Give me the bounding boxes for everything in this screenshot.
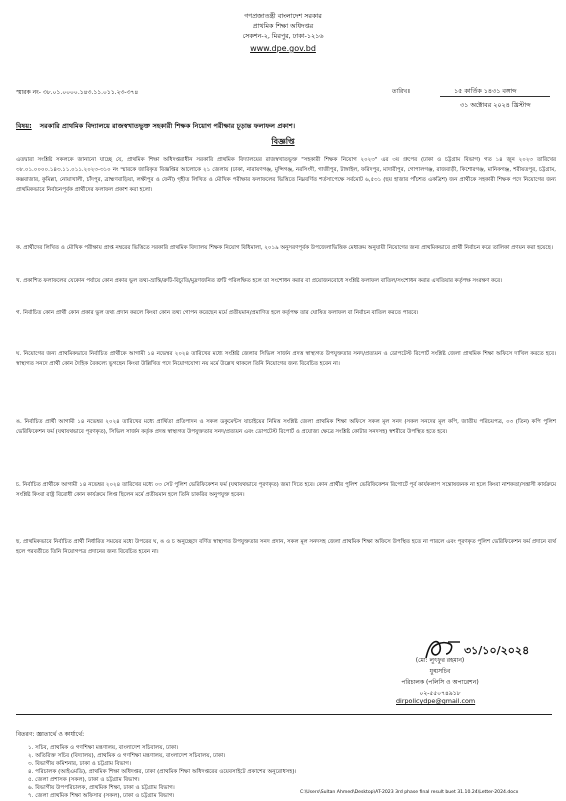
distribution-item: ৭. জেলা প্রাথমিক শিক্ষা অফিসার (সকল), ঢাকা ও চট্টগ্রাম বিভাগ।	[28, 793, 175, 799]
memo-number: স্মারক নং- ৩৮.০১.০০০০.১৪৩.১১.০১১.২৩-৩৭৪	[16, 89, 139, 96]
office-address: সেকশন-২, মিরপুর, ঢাকা-১২১৬	[242, 32, 324, 40]
condition-ga: গ. নির্বাচিত কোন প্রার্থী কোন প্রকার ভুল তথ্য প্রদান করলে কিংবা কোন তথ্য গোপন করেছেন মর্মে প্রতীয়মান/প্রমাণিত হলে কর্তৃপক্ষ তার ঘোষিত ফলাফল বা নির্বাচন বাতিল করতে পারবে।	[16, 310, 419, 316]
distribution-item: ৪. পরিচালক (আইএমডি), প্রাথমিক শিক্ষা অধিদপ্তর, ঢাকা (প্রাথমিক শিক্ষা অধিদপ্তরের ওয়েবসাইটে প্রকাশের অনুরোধসহ)।	[28, 769, 297, 775]
condition-cha: চ. নির্বাচিত প্রার্থীকে আগামী ১৪ নভেম্বর ২০২৪ তারিখের মধ্যে ০৩ সেট পুলিশ ভেরিফিকেশন ফর্ম (যথাযথভাবে পূরণকৃত) জমা দিতে হবে। কোন প্রার্থীর পুলিশ ভেরিফিকেশন রিপোর্টে পূর্ব কার্যকলাপ সন্তোষজনক না হলে কিংবা নাশকতা/সন্ত্রাসী কার্যক্রমে সংশ্লিষ্ট কিংবা রাষ্ট্র বিরোধী কোন কার্যক্রমে লিপ্ত ছিলেন মর্মে প্রতীয়মান হলে তিনি চাকরির অনুপযুক্ত হবেন।	[16, 482, 556, 498]
signatory-designation: পরিচালক (পলিসি ও অপারেশন)	[401, 679, 479, 686]
condition-gha: ঘ. নিয়োগের জন্য প্রাথমিকভাবে নির্বাচিত প্রার্থীকে আগামী ১৪ নভেম্বর ২০২৪ তারিখের মধ্যে সংশ্লিষ্ট জেলার সিভিল সার্জন প্রদত্ত স্বাস্থ্যগত উপযুক্ততার সনদ/প্রত্যয়ন ও ডোপটেস্ট রিপোর্ট সংশ্লিষ্ট জেলা প্রাথমিক শিক্ষা অফিসে দাখিল করতে হবে। স্বাস্থ্যগত সনদে প্রার্থী কোন দৈহিক বৈকল্যে ভুগছেন কিংবা উল্লিখিত পদে নিয়োগযোগ্য নয় মর্মে উল্লেখ থাকলে তিনি নিয়োগের জন্য বিবেচিত হবেন না।	[16, 351, 556, 367]
distribution-item: ৩. বিভাগীয় কমিশনার, ঢাকা ও চট্টগ্রাম বিভাগ।	[28, 761, 131, 767]
distribution-item: ১. সচিব, প্রাথমিক ও গণশিক্ষা মন্ত্রণালয়, বাংলাদেশ সচিবালয়, ঢাকা।	[28, 745, 179, 751]
distribution-item: ২. অতিরিক্ত সচিব (বিদ্যালয়), প্রাথমিক ও গণশিক্ষা মন্ত্রণালয়, বাংলাদেশ সচিবালয়, ঢাকা।	[28, 753, 226, 759]
signatory-block	[340, 655, 540, 699]
signature-date: ৩১/১০/২০২৪	[464, 644, 530, 657]
notice-title: বিজ্ঞপ্তি	[271, 137, 295, 146]
subject-line	[16, 120, 556, 132]
website-link[interactable]: www.dpe.gov.bd	[250, 44, 316, 53]
directorate-name: প্রাথমিক শিক্ষা অধিদপ্তর	[252, 22, 314, 30]
govt-name: গণপ্রজাতন্ত্রী বাংলাদেশ সরকার	[244, 12, 322, 20]
date-divider	[440, 96, 550, 97]
signatory-name: (মো: লুৎফুর রহমান)	[415, 657, 465, 664]
distribution-item: ৬. বিভাগীয় উপপরিচালক, প্রাথমিক শিক্ষা, ঢাকা ও চট্টগ্রাম বিভাগ।	[28, 785, 175, 791]
condition-kha: খ. প্রকাশিত ফলাফলের যেকোন পর্যায়ে কোন প্রকার ভুল তথ্য-ভ্রান্তি/ক্রটি-বিচ্যুতি/মুদ্রণজনিত ত্রুটি পরিলক্ষিত হলে তা সংশোধন করার বা প্রয়োজনবোধে সংশ্লিষ্ট ফলাফল বাতিল/সংশোধন করার এখতিয়ার কর্তৃপক্ষ সংরক্ষণ করে।	[16, 278, 503, 284]
signatory-email[interactable]: dirpolicydpe@gmail.com	[396, 697, 476, 705]
file-path-footer: C:\Users\Sultan Ahmed\Desktop\AT-2023 3rd phase final result buet 31.10.24\Letter-2024.docx	[300, 790, 519, 795]
condition-ka: ক. প্রার্থীদের লিখিত ও মৌখিক পরীক্ষায় প্রাপ্ত নম্বরের ভিত্তিতে সরকারি প্রাথমিক বিদ্যালয় শিক্ষক নিয়োগ বিধিমালা, ২০১৯ অনুসরণপূর্বক উপজেলাভিত্তিক মেধাক্রম অনুযায়ী নিয়োগের জন্য প্রাথমিকভাবে প্রার্থী নির্বাচন করে তালিকা প্রণয়ন করা হয়েছে।	[16, 245, 553, 251]
intro-paragraph: এতদ্বারা সংশ্লিষ্ট সকলকে জানানো যাচ্ছে যে, প্রাথমিক শিক্ষা অধিদপ্তরাধীন সরকারি প্রাথমিক বিদ্যালয়ের রাজস্বখাতভুক্ত "সহকারী শিক্ষক নিয়োগ ২০২৩" এর ৩য় গ্রুপের (ঢাকা ও চট্টগ্রাম বিভাগ) গত ১৪ জুন ২০২৩ তারিখের ৩৮.০১.০০০০.১৪৩.১১.০১১.২০২৩-৩১০ নং স্মারকে জারিকৃত বিজ্ঞপ্তির আলোকে ২১ জেলায় (ঢাকা, নারায়ণগঞ্জ, মুন্সিগঞ্জ, নরসিংদী, গাজীপুর, টাঙ্গাইল, ফরিদপুর, মাদারীপুর, গোপালগঞ্জ, রাজবাড়ী, কিশোরগঞ্জ, মানিকগঞ্জ, শরীয়তপুর, চট্টগ্রাম, কক্সবাজার, কুমিল্লা, নোয়াখালী, চাঁদপুর, ব্রাহ্মণবাড়িয়া, লক্ষীপুর ও ফেনী) গৃহীত লিখিত ও মৌখিক পরীক্ষার ফলাফলের ভিত্তিতে নিম্নবর্ণিত শর্তসাপেক্ষে সর্বমোট ৬,৫৩১ (ছয় হাজার পাঁচশত একত্রিশ) জন প্রার্থীকে সহকারী শিক্ষক পদে নিয়োগের জন্য প্রাথমিকভাবে নির্বাচনপূর্বক প্রার্থীদের ফলাফল প্রকাশ করা হলো।	[16, 157, 556, 193]
date-label: তারিখঃ	[392, 88, 411, 95]
condition-chha: ছ. প্রাথমিকভাবে নির্বাচিত প্রার্থী নির্ধারিত সময়ের মধ্যে উপরের ঘ, ঙ ও চ অনুচ্ছেদে বর্ণিত স্বাস্থ্যগত উপযুক্ততার সনদ প্রদান, সকল মূল সনদসহ জেলা প্রাথমিক শিক্ষা অফিসে উপস্থিত হতে না পারলে এবং পূরণকৃত পুলিশ ভেরিফিকেশন ফর্ম প্রদানে ব্যর্থ হলে পরবর্তীতে তিনি নিয়োগপত্র প্রদানের জন্য বিবেচিত হবেন না।	[16, 539, 556, 555]
distribution-divider	[16, 714, 552, 715]
signatory-title: যুগ্মসচিব	[429, 668, 451, 675]
date-bangla: ১৫ কার্তিক ১৪৩১ বঙ্গাব্দ	[454, 87, 517, 95]
subject-label: বিষয়:	[16, 122, 32, 130]
signatory-phone: ০২-৫৫০৭৪৯১৮	[419, 690, 461, 697]
date-gregorian: ৩১ অক্টোবর ২০২৪ খ্রিস্টাব্দ	[460, 101, 531, 109]
distribution-title: বিতরণ: জ্ঞাতার্থে ও কার্যার্থে:	[16, 731, 85, 738]
distribution-item: ৫. জেলা প্রশাসক (সকল), ঢাকা ও চট্টগ্রাম বিভাগ।	[28, 777, 140, 783]
subject-text: সরকারি প্রাথমিক বিদ্যালয়ে রাজস্বখাতভুক্ত সহকারী শিক্ষক নিয়োগ পরীক্ষার চূড়ান্ত ফলাফল প্রকাশ।	[39, 122, 296, 130]
condition-uma: ঙ. নির্বাচিত প্রার্থী আগামী ১৪ নভেম্বর ২০২৪ তারিখের মধ্যে প্রার্থিতা প্রতিপাদন ও সকল ডকুমেন্টস যাচাইয়ের নিমিত্ত সংশ্লিষ্ট জেলা প্রাথমিক শিক্ষা অফিসে সকল মূল সনদ (সকল সনদের মূল কপি, জাতীয় পরিচয়পত্র, ০৩ (তিন) কপি পুলিশ ভেরিফিকেশন ফর্ম (যথাযথভাবে পূরণকৃত), সিভিল সার্জন কর্তৃক প্রদত্ত স্বাস্থ্যগত উপযুক্ততার সনদ/প্রত্যয়ন এবং ডোপটেস্ট রিপোর্ট ও প্রযোজ্য ক্ষেত্রে সংশ্লিষ্ট কোটার সনদসহ) স্বশরীরে উপস্থিত হতে হবে।	[16, 419, 556, 435]
